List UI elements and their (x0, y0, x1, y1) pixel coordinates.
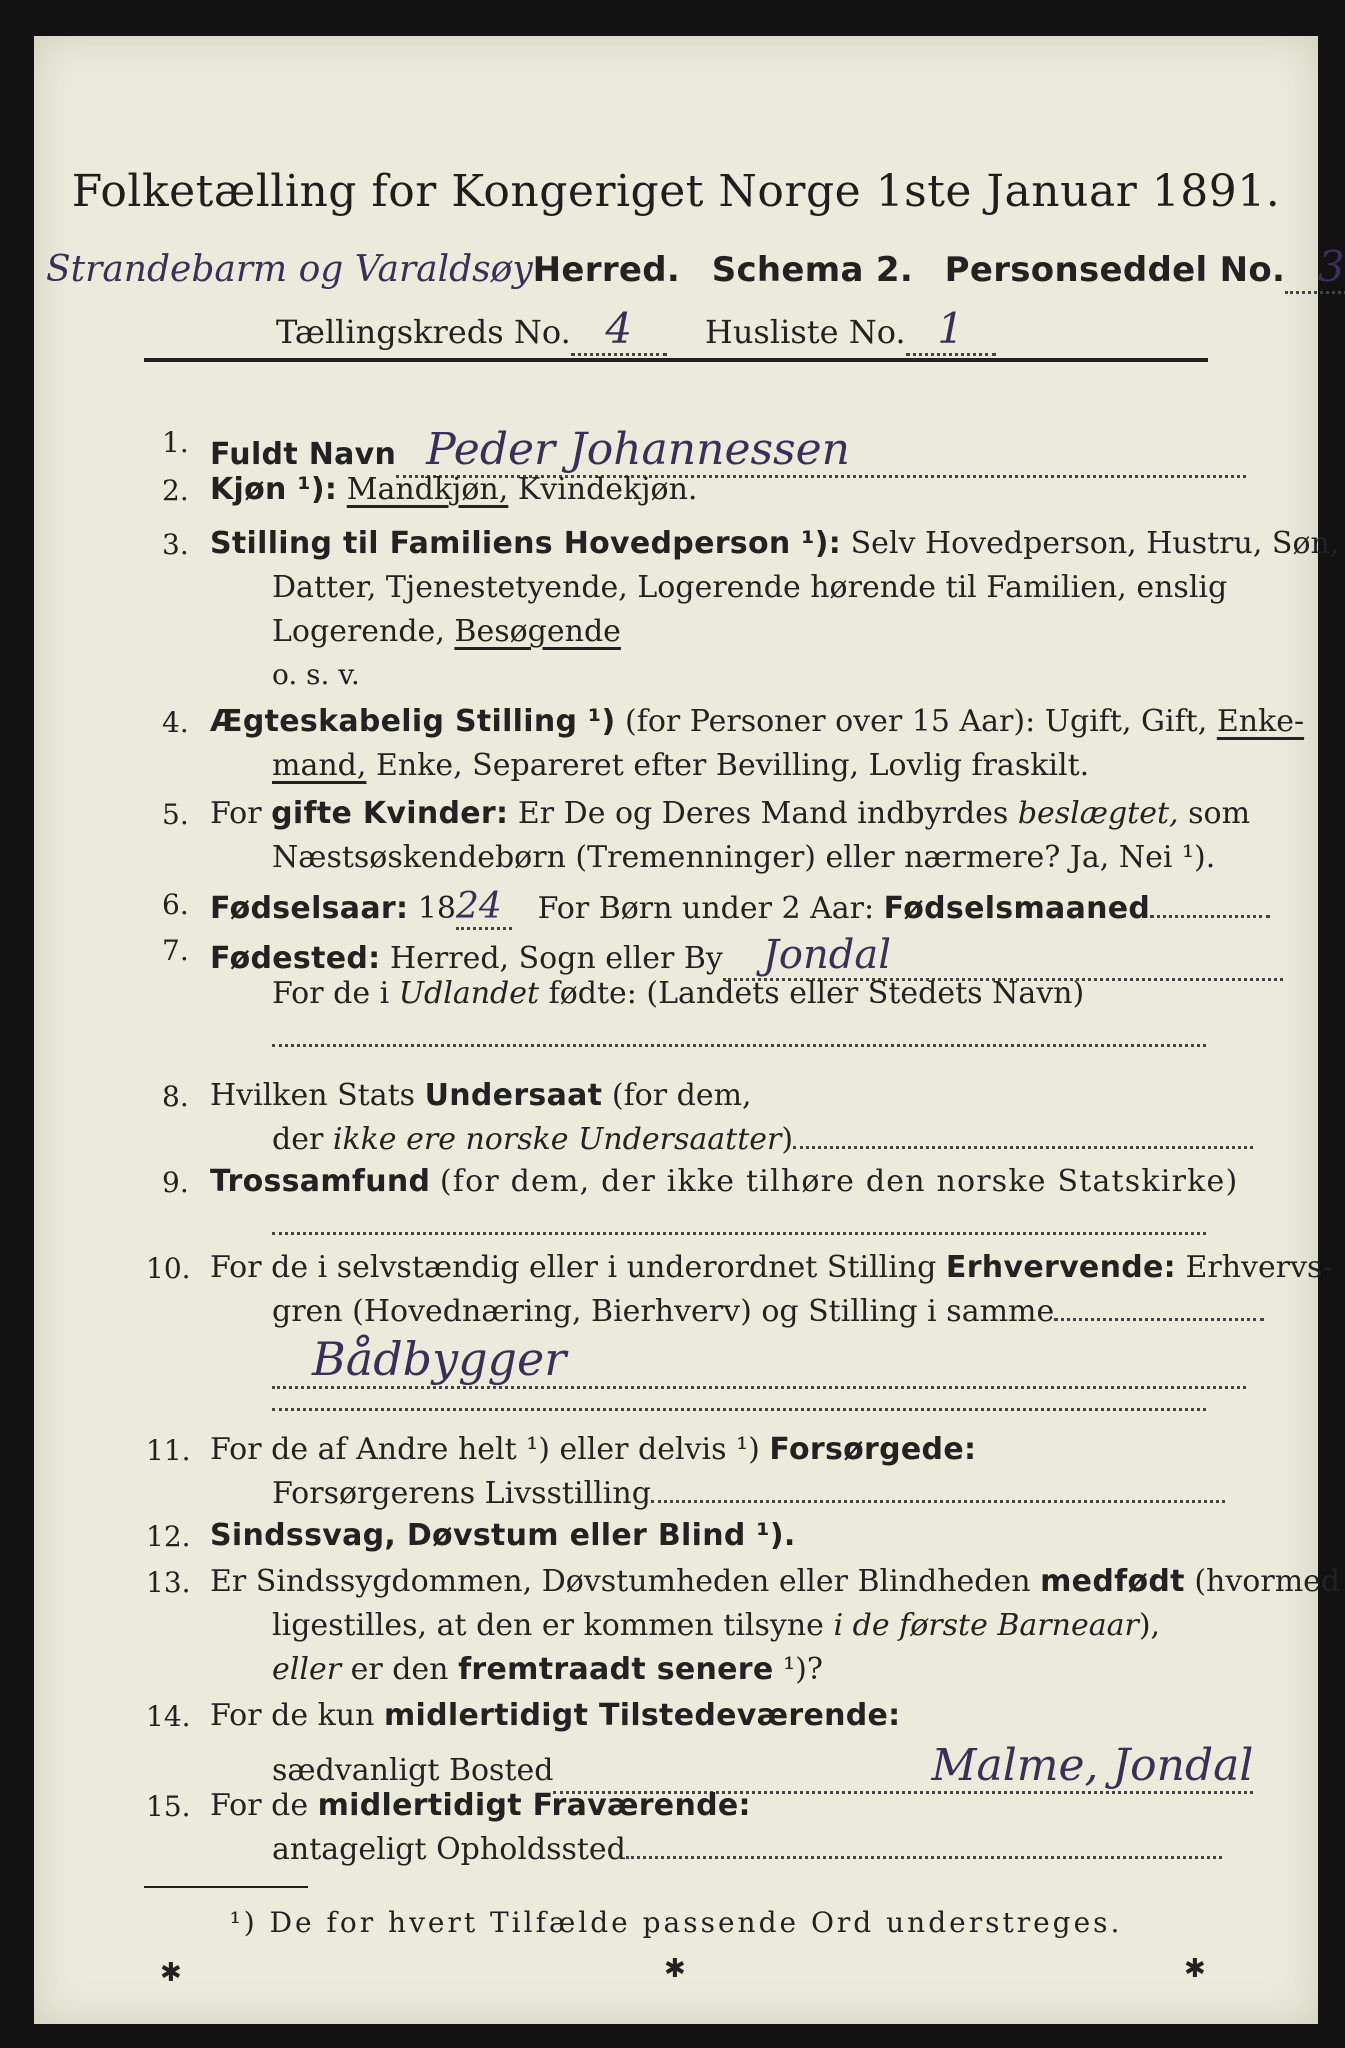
q10-text-2: gren (Hovednæring, Bierhverv) og Stilling i samme (272, 1294, 1055, 1329)
kreds-label: Tællingskreds No. (276, 313, 571, 351)
q6-year-prefix: 18 (417, 891, 457, 926)
q10-line1 (210, 1250, 1333, 1285)
q13-line2 (272, 1608, 1160, 1643)
item-number: 12. (146, 1520, 191, 1553)
q11-line2 (272, 1476, 1225, 1511)
personseddel-label: Personseddel No. (944, 250, 1286, 290)
q10-answer-line (272, 1408, 1206, 1411)
herred-handwritten: Strandebarm og Varaldsøy (46, 249, 533, 290)
q14-text-2: sædvanligt Bosted (272, 1753, 554, 1788)
q4-label: Ægteskabelig Stilling ¹) (210, 704, 616, 739)
q5-label-a: For (210, 796, 262, 831)
kreds-number: 4 (605, 304, 633, 353)
q8-text-c: (for dem, (611, 1078, 752, 1113)
schema-label: Schema 2. (711, 250, 914, 290)
q3-line3 (272, 614, 621, 649)
form-title: Folketælling for Kongeriget Norge 1ste Januar 1891. (71, 166, 1281, 217)
q4-line1 (210, 704, 1304, 739)
footnote: ¹) De for hvert Tilfælde passende Ord understreges. (229, 1906, 1123, 1939)
q6-year-handwritten: 24 (456, 886, 502, 927)
q6-text: For Børn under 2 Aar: (537, 891, 875, 926)
q3-logerende: Logerende, (272, 614, 445, 649)
q4-enkemand-underlined: Enke- (1216, 704, 1305, 739)
q1-answer-name: Peder Johannessen (426, 424, 851, 475)
q2-line (210, 472, 697, 507)
item-number: 11. (146, 1434, 191, 1467)
husliste-label: Husliste No. (704, 313, 906, 351)
q6-line (210, 886, 1270, 930)
q13-er-den: er den (350, 1652, 449, 1687)
q8-der: der (272, 1122, 324, 1157)
q7-text: Sogn eller By (518, 941, 723, 976)
q14-text-a: For de kun (210, 1698, 375, 1733)
q8-line1 (210, 1078, 752, 1113)
q13-medfodt: medfødt (1040, 1564, 1185, 1599)
q7-line2 (272, 976, 1084, 1011)
item-number: 3. (162, 528, 189, 561)
q7-answer-handwritten: Jondal (762, 932, 891, 978)
q13-text-2a: ligestilles, at den er kommen tilsyne (272, 1608, 824, 1643)
q14-line2 (272, 1740, 1253, 1794)
item-number: 10. (146, 1252, 191, 1285)
q8-italic: ikke ere norske Undersaatter (332, 1122, 782, 1157)
q7-text-c: fødte: (Landets eller Stedets Navn) (548, 976, 1085, 1011)
q11-forsorgede: Forsørgede: (769, 1432, 977, 1467)
item-number: 4. (162, 706, 189, 739)
q15-text-2: antageligt Opholdssted (272, 1832, 626, 1867)
q5-som: som (1188, 796, 1251, 831)
q4-text-2: Enke, Separeret efter Bevilling, Lovlig fraskilt. (375, 748, 1090, 783)
herred-label: Herred. (532, 250, 681, 290)
q13-fremtraadt: fremtraadt senere (458, 1652, 774, 1687)
q14-answer-handwritten: Malme, Jondal (931, 1740, 1254, 1791)
q3-besogende-underlined: Besøgende (454, 614, 621, 649)
q12-label: Sindssvag, Døvstum eller Blind ¹). (210, 1518, 796, 1553)
q1-line (210, 424, 1246, 478)
kreds-line (276, 304, 996, 356)
q8-undersaat: Undersaat (424, 1078, 603, 1113)
q15-fravaerende: midlertidigt Fraværende: (317, 1788, 751, 1823)
q2-option-kvindekjon: Kvindekjøn. (517, 472, 698, 507)
herred-line (46, 242, 1345, 294)
q11-text-a: For de af Andre helt ¹) eller delvis ¹) (210, 1432, 760, 1467)
q13-line1 (210, 1564, 1340, 1599)
q13-text-2c: ), (1138, 1608, 1161, 1643)
q9-label: Trossamfund (210, 1164, 431, 1199)
item-number: 5. (162, 798, 189, 831)
q10-text-a: For de i selvstændig eller i underordnet Stilling (210, 1250, 937, 1285)
item-number: 7. (162, 934, 189, 967)
q7-label: Fødested: (210, 941, 381, 976)
item-number: 14. (146, 1700, 191, 1733)
item-number: 6. (162, 888, 189, 921)
footnote-divider (144, 1886, 308, 1888)
q3-line2: Datter, Tjenestetyende, Logerende hørende til Familien, enslig (272, 570, 1228, 605)
q11-text-2: Forsørgerens Livsstilling (272, 1476, 651, 1511)
q1-label: Fuldt Navn (210, 437, 397, 472)
q3-osv: o. s. v. (272, 658, 360, 691)
q4-enkemand-underlined-2: mand, (272, 748, 367, 783)
q9-line (210, 1164, 1238, 1199)
q4-line2 (272, 748, 1089, 783)
q2-label: Kjøn ¹): (210, 472, 338, 507)
q7-herred: Herred, (389, 941, 510, 976)
q8-line2 (272, 1122, 1253, 1157)
specks: ✱ (1184, 1954, 1206, 1984)
q9-text: (for dem, der ikke tilhøre den norske Statskirke) (439, 1164, 1239, 1199)
q10-line2 (272, 1294, 1264, 1329)
q6-label: Fødselsaar: (210, 891, 409, 926)
q5-label-b: gifte Kvinder: (271, 796, 509, 831)
q3-label: Stilling til Familiens Hovedperson ¹): (210, 526, 842, 561)
q3-line1 (210, 526, 1339, 561)
q8-text-a: Hvilken Stats (210, 1078, 416, 1113)
husliste-number: 1 (937, 304, 964, 353)
header-divider (144, 358, 1208, 362)
q13-end: ¹)? (783, 1652, 823, 1687)
q2-option-mandkjon-underlined: Mandkjøn, (346, 472, 509, 507)
q7-text-a: For de i (272, 976, 390, 1011)
item-number: 1. (162, 426, 189, 459)
q9-answer-line (272, 1232, 1206, 1235)
census-form-sheet (34, 36, 1345, 2024)
specks: ✱ (160, 1958, 182, 1988)
q8-paren: ) (781, 1122, 794, 1157)
q5-line2: Næstsøskendebørn (Tremenninger) eller nærmere? Ja, Nei ¹). (272, 840, 1216, 875)
item-number: 15. (146, 1790, 191, 1823)
q13-text-a: Er Sindssygdommen, Døvstumheden eller Blindheden (210, 1564, 1031, 1599)
q10-answer-handwritten: Bådbygger (312, 1332, 567, 1386)
q5-line1 (210, 796, 1250, 831)
q6-fodselsmaaned: Fødselsmaaned (883, 891, 1151, 926)
q10-erhvervs: Erhvervs- (1185, 1250, 1333, 1285)
q7-line1 (210, 932, 1283, 981)
q13-eller: eller (272, 1652, 342, 1687)
q13-line3 (272, 1652, 823, 1687)
q15-text-a: For de (210, 1788, 309, 1823)
q13-hvormed: (hvormed (1194, 1564, 1341, 1599)
q11-line1 (210, 1432, 976, 1467)
item-number: 9. (162, 1166, 189, 1199)
q3-text: Selv Hovedperson, Hustru, Søn, (850, 526, 1340, 561)
q12-line (210, 1518, 796, 1553)
item-number: 8. (162, 1080, 189, 1113)
q5-text: Er De og Deres Mand indbyrdes (517, 796, 1009, 831)
q10-erhvervende: Erhvervende: (945, 1250, 1176, 1285)
q4-text: (for Personer over 15 Aar): Ugift, Gift, (625, 704, 1208, 739)
q14-line1 (210, 1698, 900, 1733)
q7-udlandet: Udlandet (398, 976, 540, 1011)
q7-answer-line (272, 1044, 1206, 1047)
q5-beslaegtet: beslægtet, (1017, 796, 1179, 831)
q15-line2 (272, 1832, 1222, 1867)
q13-italic: i de første Barneaar (833, 1608, 1139, 1643)
specks: ✱ (664, 1954, 686, 1984)
q15-line1 (210, 1788, 751, 1823)
item-number: 2. (162, 474, 189, 507)
q14-tilstedevaerende: midlertidigt Tilstedeværende: (383, 1698, 901, 1733)
item-number: 13. (146, 1566, 191, 1599)
personseddel-number: 3 (1317, 242, 1345, 291)
q10-line3 (272, 1332, 1246, 1389)
